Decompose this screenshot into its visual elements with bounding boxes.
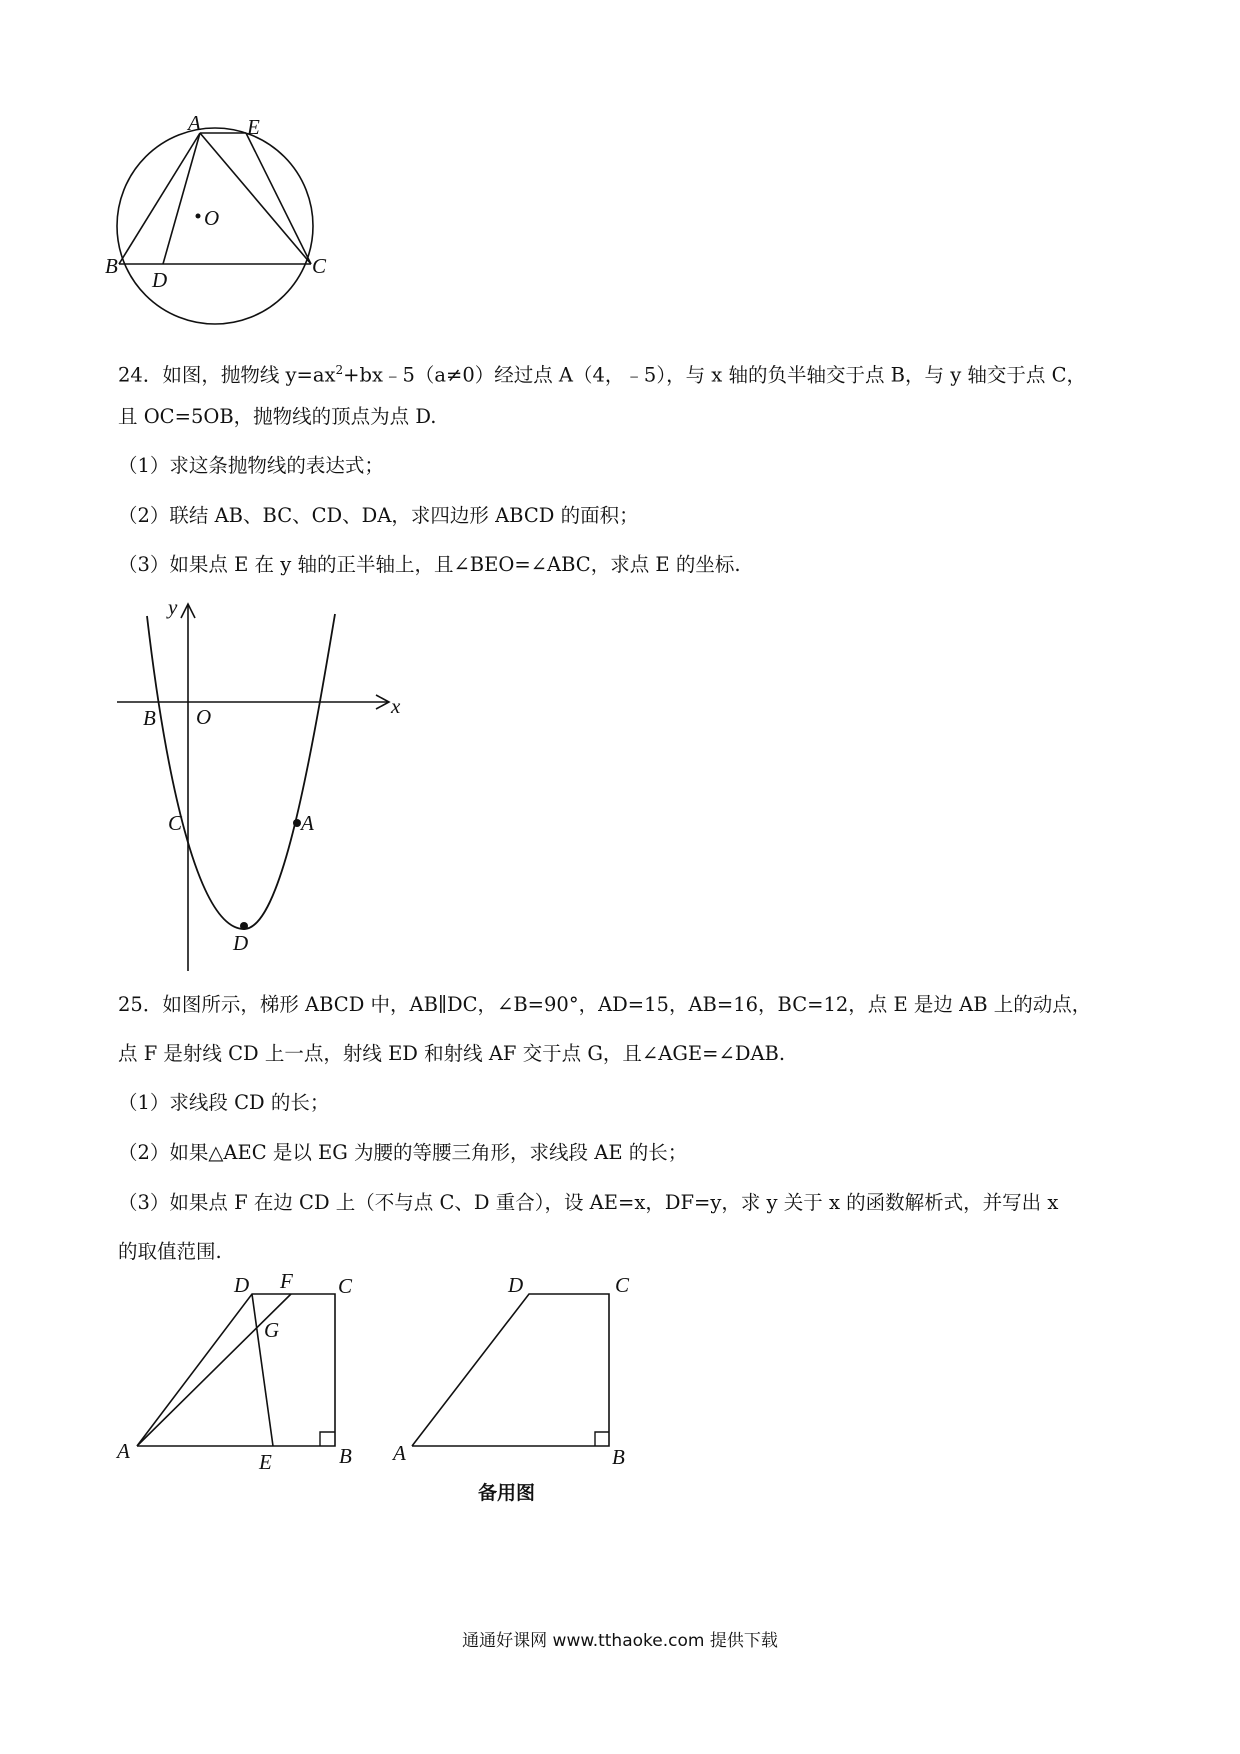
label-g: G bbox=[264, 1318, 280, 1342]
label-e: E bbox=[259, 1450, 272, 1474]
label-d: D bbox=[152, 268, 168, 292]
figure4-caption: 备用图 bbox=[478, 1482, 536, 1504]
figure-parabola bbox=[110, 596, 410, 976]
segment-ab bbox=[119, 133, 200, 264]
label-y: y bbox=[168, 595, 178, 619]
q24-line2: 且 OC=5OB，抛物线的顶点为点 D. bbox=[118, 405, 437, 428]
label-e: E bbox=[247, 115, 260, 139]
figure-circle-triangle bbox=[100, 111, 330, 338]
label-o: O bbox=[196, 705, 212, 729]
point-d bbox=[240, 922, 248, 930]
q24-part3: （3）如果点 E 在 y 轴的正半轴上，且∠BEO=∠ABC，求点 E 的坐标. bbox=[118, 553, 741, 576]
point-o bbox=[196, 214, 201, 219]
label-b: B bbox=[612, 1445, 625, 1469]
label-b: B bbox=[339, 1444, 352, 1468]
q24-part1: （1）求这条抛物线的表达式； bbox=[118, 454, 384, 477]
label-d: D bbox=[234, 1273, 250, 1297]
q25-part3: （3）如果点 F 在边 CD 上（不与点 C、D 重合），设 AE=x，DF=y，求 y 关于 x 的函数解析式，并写出 x bbox=[118, 1191, 1059, 1214]
q25-line2: 点 F 是射线 CD 上一点，射线 ED 和射线 AF 交于点 G，且∠AGE=∠DAB. bbox=[118, 1042, 786, 1065]
parabola-curve bbox=[147, 614, 335, 929]
ray-af bbox=[137, 1294, 291, 1446]
label-c: C bbox=[338, 1274, 353, 1298]
label-a: A bbox=[393, 1441, 406, 1465]
q24-text-b: +bx﹣5（a≠0）经过点 A（4，﹣5），与 x 轴的负半轴交于点 B，与 y 轴交于点 C， bbox=[343, 363, 1087, 387]
ray-ed bbox=[252, 1294, 273, 1446]
q24-exponent: 2 bbox=[335, 363, 344, 377]
label-a: A bbox=[117, 1439, 130, 1463]
right-angle-mark bbox=[595, 1432, 609, 1446]
label-c: C bbox=[312, 254, 327, 278]
label-x: x bbox=[391, 694, 401, 718]
label-f: F bbox=[280, 1269, 293, 1293]
q24-text-a: 24．如图，抛物线 y=ax bbox=[118, 363, 336, 387]
q24-line1 bbox=[118, 355, 1086, 391]
q25-line1: 25．如图所示，梯形 ABCD 中，AB∥DC，∠B=90°，AD=15，AB=16，BC=12，点 E 是边 AB 上的动点， bbox=[118, 993, 1092, 1016]
point-a bbox=[293, 819, 301, 827]
q25-part2: （2）如果△AEC 是以 EG 为腰的等腰三角形，求线段 AE 的长； bbox=[118, 1141, 688, 1164]
label-a: A bbox=[301, 811, 314, 835]
figure-trapezoid-backup bbox=[390, 1273, 650, 1478]
label-c: C bbox=[168, 811, 183, 835]
q25-part1: （1）求线段 CD 的长； bbox=[118, 1091, 330, 1114]
footer-text: 通通好课网 www.tthaoke.com 提供下载 bbox=[462, 1631, 778, 1651]
label-a: A bbox=[188, 111, 201, 135]
label-b: B bbox=[105, 254, 118, 278]
label-c: C bbox=[615, 1273, 630, 1297]
segment-ad bbox=[163, 133, 200, 264]
label-d: D bbox=[508, 1273, 524, 1297]
q25-part3-cont: 的取值范围. bbox=[118, 1240, 222, 1263]
trapezoid-outline bbox=[412, 1294, 609, 1446]
label-d: D bbox=[233, 931, 249, 955]
figure-trapezoid-main bbox=[110, 1269, 390, 1478]
label-b: B bbox=[143, 706, 156, 730]
q24-part2: （2）联结 AB、BC、CD、DA，求四边形 ABCD 的面积； bbox=[118, 504, 639, 527]
label-o: O bbox=[204, 206, 220, 230]
right-angle-mark bbox=[320, 1432, 335, 1446]
trapezoid-outline bbox=[137, 1294, 335, 1446]
